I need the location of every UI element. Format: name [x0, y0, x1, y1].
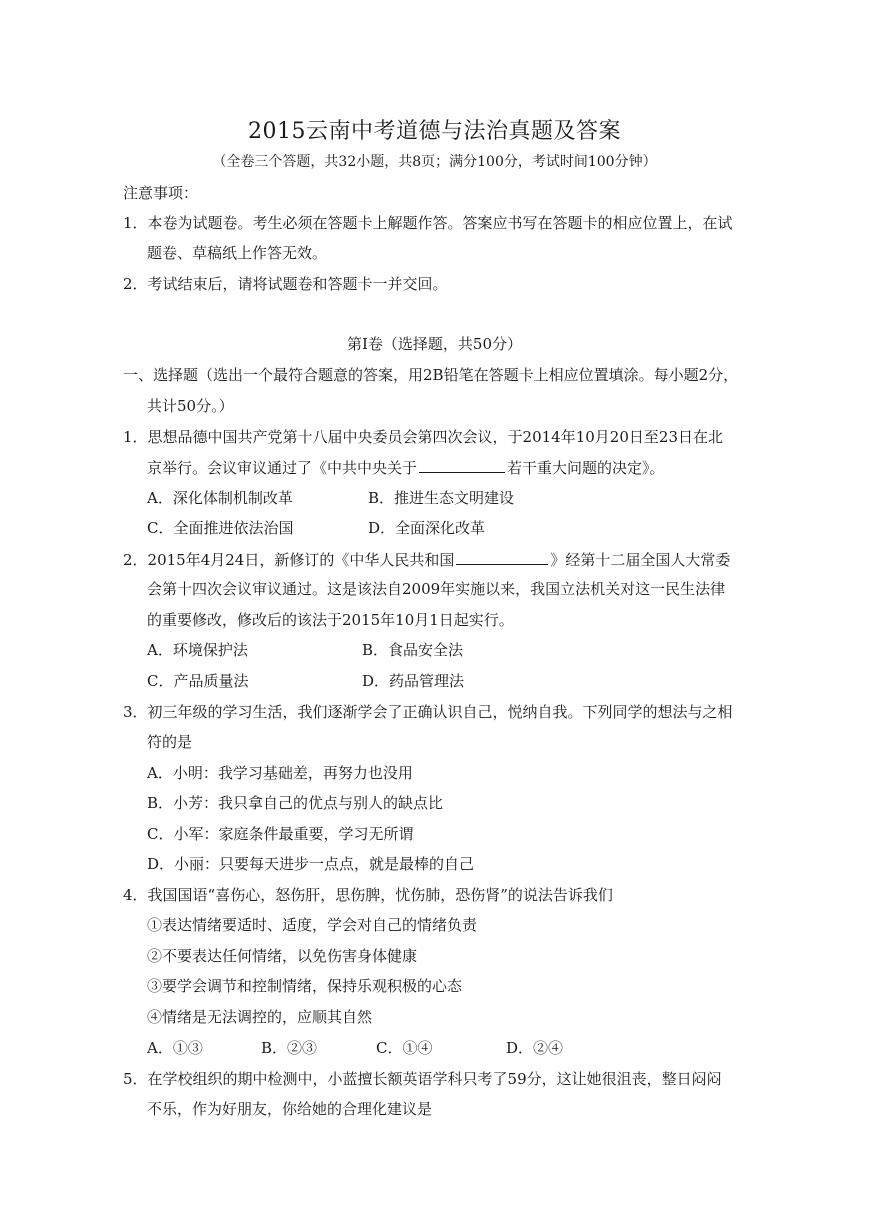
note-2: 2．考试结束后，请将试题卷和答题卡一并交回。 [123, 275, 448, 293]
q1-stem-line-2 [147, 457, 665, 478]
section-title: 第Ⅰ卷（选择题，共50分） [346, 335, 522, 353]
q5-stem-line-1: 5．在学校组织的期中检测中，小蓝擅长额英语学科只考了59分，这让她很沮丧，整日闷闷 [123, 1070, 722, 1088]
q4-statement-3: ③要学会调节和控制情绪，保持乐观积极的心态 [147, 977, 463, 995]
q1-stem-text-before-blank: 京举行。会议审议通过了《中共中央关于 [147, 459, 418, 477]
q3-option-c: C．小军：家庭条件最重要，学习无所谓 [147, 825, 414, 843]
section-instruction-line-2: 共计50分。） [147, 397, 234, 415]
q1-option-c: C．全面推进依法治国 [147, 519, 294, 537]
q4-option-b: B．②③ [261, 1039, 318, 1057]
notes-heading: 注意事项： [123, 184, 199, 202]
q4-statement-1: ①表达情绪要适时、适度，学会对自己的情绪负责 [147, 916, 478, 934]
q2-option-a: A．环境保护法 [147, 641, 248, 659]
q2-option-b: B．食品安全法 [362, 641, 464, 659]
q2-option-d: D．药品管理法 [362, 672, 465, 690]
note-1-line-1: 1．本卷为试题卷。考生必须在答题卡上解题作答。答案应书写在答题卡的相应位置上，在试 [123, 214, 733, 232]
q2-stem-line-2: 会第十四次会议审议通过。这是该法自2009年实施以来，我国立法机关对这一民生法律 [147, 580, 726, 598]
q2-answer-blank [456, 549, 548, 565]
q4-option-a: A．①③ [147, 1039, 203, 1057]
q3-option-a: A．小明：我学习基础差，再努力也没用 [147, 764, 413, 782]
q4-stem-line-1: 4．我国国语“喜伤心，怒伤肝，思伤脾，忧伤肺，恐伤肾”的说法告诉我们 [123, 886, 613, 904]
q2-stem-line-1 [123, 549, 730, 570]
note-1-line-2: 题卷、草稿纸上作答无效。 [147, 244, 328, 262]
q3-stem-line-1: 3．初三年级的学习生活，我们逐渐学会了正确认识自己，悦纳自我。下列同学的想法与之相 [123, 703, 733, 721]
q2-option-c: C．产品质量法 [147, 672, 249, 690]
q2-stem-text-after-blank: 》经第十二届全国人大常委 [550, 551, 731, 569]
q2-stem-line-3: 的重要修改，修改后的该法于2015年10月1日起实行。 [147, 611, 514, 629]
q1-stem-text-after-blank: 若干重大问题的决定》。 [507, 459, 665, 477]
q1-option-a: A．深化体制机制改革 [147, 489, 293, 507]
document-title: 2015云南中考道德与法治真题及答案 [248, 119, 621, 144]
q3-stem-line-2: 符的是 [147, 733, 193, 751]
q3-option-d: D．小丽：只要每天进步一点点，就是最棒的自己 [147, 855, 475, 873]
q1-stem-line-1: 1．思想品德中国共产党第十八届中央委员会第四次会议，于2014年10月20日至23日在北 [123, 428, 723, 446]
q4-option-c: C．①④ [376, 1039, 433, 1057]
document-subtitle: （全卷三个答题，共32小题，共8页；满分100分，考试时间100分钟） [212, 154, 657, 170]
q2-stem-text-before-blank: 2．2015年4月24日，新修订的《中华人民共和国 [123, 551, 455, 569]
q1-option-d: D．全面深化改革 [368, 519, 486, 537]
q1-option-b: B．推进生态文明建设 [368, 489, 515, 507]
q1-answer-blank [419, 457, 505, 473]
q3-option-b: B．小芳：我只拿自己的优点与别人的缺点比 [147, 794, 444, 812]
q5-stem-line-2: 不乐，作为好朋友，你给她的合理化建议是 [147, 1100, 433, 1118]
q4-statement-4: ④情绪是无法调控的，应顺其自然 [147, 1008, 373, 1026]
q4-option-d: D．②④ [506, 1039, 564, 1057]
section-instruction-line-1: 一、选择题（选出一个最符合题意的答案，用2B铅笔在答题卡上相应位置填涂。每小题2分， [123, 366, 739, 384]
q4-statement-2: ②不要表达任何情绪，以免伤害身体健康 [147, 947, 418, 965]
